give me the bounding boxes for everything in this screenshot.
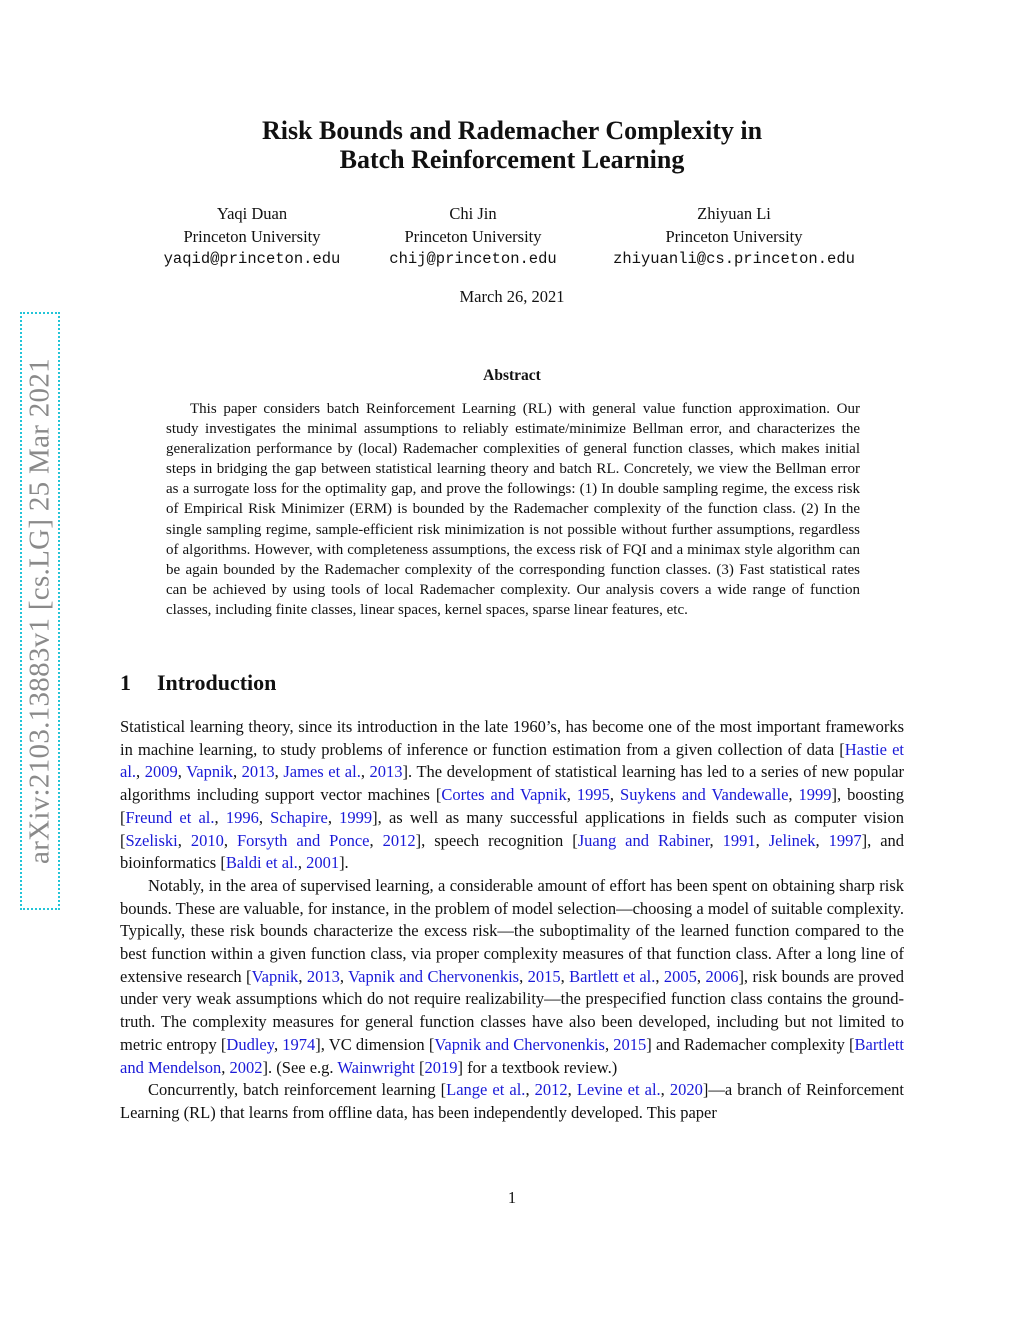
citation-link[interactable]: Hastie et al. (120, 739, 905, 782)
citation-link[interactable]: 2009 (144, 762, 178, 782)
citation-link[interactable]: Freund et al. (125, 807, 215, 827)
paragraph-text: ]. (See e.g. (262, 1057, 338, 1077)
page-number: 1 (507, 1188, 517, 1207)
author-affiliation: Princeton University (404, 227, 542, 246)
citation-link[interactable]: 2015 (613, 1034, 647, 1054)
citation-link[interactable]: Bartlett et al. (569, 966, 656, 986)
citation-link[interactable]: Suykens and Vandewalle (620, 785, 789, 805)
paragraph-text: , (525, 1080, 535, 1100)
paragraph-text: , (214, 807, 226, 827)
paragraph-text: ]. The development of statistical learning has led to a series of new popular algorithms including support vector machines [ (120, 762, 905, 805)
paragraph (120, 875, 904, 1079)
paragraph-text: ] and Rademacher complexity [ (646, 1034, 855, 1054)
paragraph-text: , (339, 966, 349, 986)
citation-link[interactable]: 2005 (663, 966, 697, 986)
paragraph-text: , (560, 966, 570, 986)
citation-link[interactable]: 2012 (382, 830, 416, 850)
paragraph-text: , (258, 807, 271, 827)
citation-link[interactable]: Lange et al. (446, 1080, 526, 1100)
author-block (584, 202, 884, 271)
author-email[interactable]: chij@princeton.edu (389, 250, 557, 268)
citation-link[interactable]: Dudley (226, 1034, 274, 1054)
paragraph (120, 716, 904, 875)
paragraph-text: , (136, 762, 145, 782)
paragraph-text: , (788, 785, 799, 805)
paragraph-text: , (566, 785, 577, 805)
citation-link[interactable]: Vapnik (251, 966, 299, 986)
paragraph-text: , (609, 785, 621, 805)
paragraph-text: , (815, 830, 829, 850)
paragraph-text: , (709, 830, 723, 850)
paper-title (0, 116, 1024, 174)
citation-link[interactable]: Cortes and Vapnik (441, 785, 567, 805)
paragraph-text: Concurrently, batch reinforcement learning [ (148, 1080, 447, 1100)
title-line-2: Batch Reinforcement Learning (339, 145, 685, 174)
author-block (132, 202, 372, 271)
paragraph-text: , (660, 1080, 670, 1100)
citation-link[interactable]: 1974 (282, 1034, 316, 1054)
introduction-body (120, 716, 904, 1125)
citation-link[interactable]: Vapnik and Chervonenkis (434, 1034, 605, 1054)
paragraph-text: , (297, 853, 307, 873)
citation-link[interactable]: Wainwright (337, 1057, 415, 1077)
section-number: 1 (120, 670, 131, 695)
paragraph-text: ], boosting [ (120, 785, 905, 827)
paragraph-text: , (298, 966, 307, 986)
paragraph-text: , (696, 966, 706, 986)
citation-link[interactable]: 1996 (225, 807, 259, 827)
paragraph-text: , (519, 966, 528, 986)
citation-link[interactable]: Schapire (270, 807, 328, 827)
citation-link[interactable]: 2013 (369, 762, 403, 782)
citation-link[interactable]: 1995 (576, 785, 610, 805)
citation-link[interactable]: 1991 (722, 830, 756, 850)
author-affiliation: Princeton University (665, 227, 803, 246)
abstract-heading: Abstract (483, 367, 541, 384)
author-name: Zhiyuan Li (697, 204, 771, 223)
citation-link[interactable]: 1997 (828, 830, 862, 850)
citation-link[interactable]: 2015 (527, 966, 561, 986)
paragraph-text: , (567, 1080, 577, 1100)
citation-link[interactable]: 2012 (534, 1080, 568, 1100)
citation-link[interactable]: James et al. (283, 762, 361, 782)
citation-link[interactable]: Jelinek (768, 830, 816, 850)
citation-link[interactable]: 2002 (229, 1057, 263, 1077)
paragraph-text: ], risk bounds are proved under very weak assumptions which do not require realizability—the prespecified function class contains the ground-truth. The complexity measures for general function classes have also been developed, including but not limited to metric entropy [ (120, 966, 905, 1054)
paragraph-text: , (327, 807, 340, 827)
paragraph-text: , (273, 1034, 283, 1054)
author-name: Yaqi Duan (216, 204, 288, 223)
citation-link[interactable]: 1999 (339, 807, 373, 827)
author-email[interactable]: zhiyuanli@cs.princeton.edu (613, 250, 855, 268)
citation-link[interactable]: Baldi et al. (225, 853, 298, 873)
section-heading (120, 670, 276, 696)
section-title: Introduction (157, 670, 277, 695)
citation-link[interactable]: 2001 (306, 853, 340, 873)
paragraph-text: Statistical learning theory, since its introduction in the late 1960’s, has become one of the most important frameworks in machine learning, to study problems of inference or function estimation from a given collection of data [ (120, 717, 904, 759)
paragraph (120, 1079, 904, 1124)
paragraph-text: ], and bioinformatics [ (120, 830, 905, 873)
author-name: Chi Jin (449, 204, 497, 223)
paragraph-text: , (232, 762, 242, 782)
citation-link[interactable]: Levine et al. (576, 1080, 661, 1100)
citation-link[interactable]: Vapnik and Chervonenkis (348, 966, 520, 986)
paragraph-text: Notably, in the area of supervised learning, a considerable amount of effort has been spent on obtaining sharp risk bounds. These are valuable, for instance, in the problem of model selection—choosing a model of suitable complexity. Typically, these risk bounds characterize the excess risk—the suboptimality of the learned function compared to the best function within a given function class, via proper complexity measures of that function class. After a long line of extensive research [ (120, 875, 904, 986)
citation-link[interactable]: 2020 (669, 1080, 703, 1100)
citation-link[interactable]: Bartlett and Mendelson (120, 1034, 905, 1077)
paragraph-text: , (604, 1034, 614, 1054)
publication-date: March 26, 2021 (459, 287, 565, 306)
paragraph-text: , (177, 762, 187, 782)
paragraph-text: , (360, 762, 370, 782)
citation-link[interactable]: 2013 (306, 966, 340, 986)
citation-link[interactable]: Vapnik (186, 762, 233, 782)
paragraph-text: ]. (339, 853, 349, 873)
paragraph-text: [ (414, 1057, 425, 1077)
paragraph-text: ], speech recognition [ (415, 830, 578, 850)
citation-link[interactable]: Szeliski (125, 830, 178, 850)
paragraph-text: ], as well as many successful applications in fields such as computer vision [ (120, 807, 905, 850)
paragraph-text: , (755, 830, 769, 850)
arxiv-identifier: arXiv:2103.13883v1 [cs.LG] 25 Mar 2021 (23, 358, 56, 864)
paragraph-text: , (221, 1057, 230, 1077)
citation-link[interactable]: Juang and Rabiner (577, 830, 710, 850)
paragraph-text: ]—a branch of Reinforcement Learning (RL) that learns from offline data, has been independently developed. This paper (120, 1080, 905, 1122)
arxiv-stamp-box (20, 312, 60, 910)
citation-link[interactable]: 2013 (241, 762, 275, 782)
citation-link[interactable]: 2019 (424, 1057, 458, 1077)
paragraph-text: , (223, 830, 237, 850)
paragraph-text: , (274, 762, 284, 782)
author-affiliation: Princeton University (183, 227, 321, 246)
title-line-1: Risk Bounds and Rademacher Complexity in (261, 116, 763, 145)
paragraph-text: , (369, 830, 383, 850)
paragraph-text: ] for a textbook review.) (457, 1057, 618, 1077)
paragraph-text: ], VC dimension [ (315, 1034, 435, 1054)
author-email[interactable]: yaqid@princeton.edu (163, 250, 341, 268)
citation-link[interactable]: 2006 (705, 966, 739, 986)
paragraph-text: , (177, 830, 191, 850)
author-block (363, 202, 583, 271)
citation-link[interactable]: Forsyth and Ponce (236, 830, 370, 850)
abstract-text: This paper considers batch Reinforcement Learning (RL) with general value function approximation. Our study investigates the minimal assumptions to reliably estimate/minimize Bellman error, and characterizes the generalization performance by (local) Rademacher complexities of general function classes, which makes initial steps in bridging the gap between statistical learning theory and batch RL. Concretely, we view the Bellman error as a surrogate loss for the optimality gap, and prove the followings: (1) In double sampling regime, the excess risk of Empirical Risk Minimizer (ERM) is bounded by the Rademacher complexity of the function class. (2) In the single sampling regime, sample-efficient risk minimization is not possible without further assumptions, regardless of algorithms. However, with completeness assumptions, the excess risk of FQI and a minimax style algorithm can be again bounded by the Rademacher complexity of the corresponding function classes. (3) Fast statistical rates can be achieved by using tools of local Rademacher complexity. Our analysis covers a wide range of function classes, including finite classes, linear spaces, kernel spaces, sparse linear features, etc. (166, 401, 860, 618)
citation-link[interactable]: 2010 (190, 830, 224, 850)
paragraph-text: , (655, 966, 664, 986)
citation-link[interactable]: 1999 (798, 785, 832, 805)
